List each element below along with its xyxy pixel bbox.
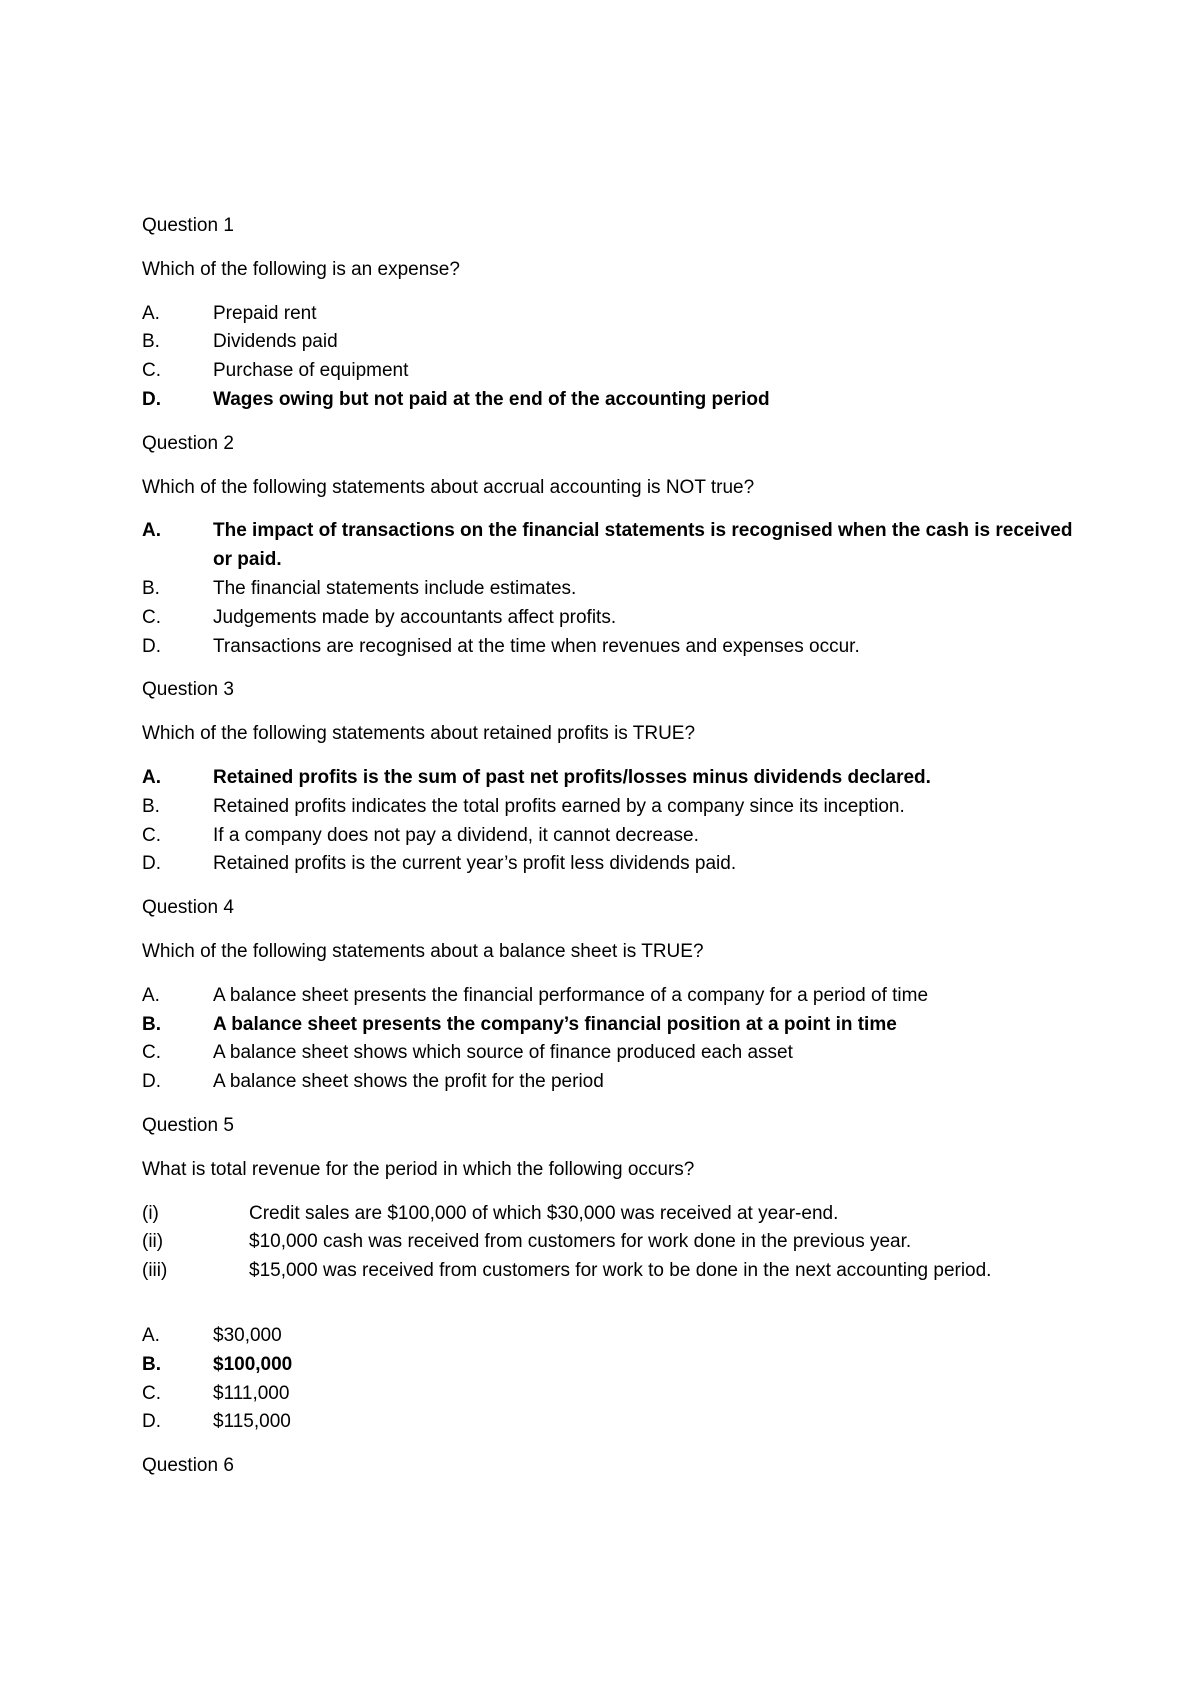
condition-list xyxy=(142,1200,1102,1286)
condition-label: (i) xyxy=(142,1202,159,1224)
option-letter: C. xyxy=(142,1382,161,1404)
option-letter: D. xyxy=(142,1411,161,1433)
question-text: Which of the following statements about retained profits is TRUE? xyxy=(142,723,696,745)
option-list xyxy=(142,300,1102,415)
answer-option xyxy=(142,850,1102,879)
option-text: Retained profits is the current year’s profit less dividends paid. xyxy=(213,853,737,875)
option-letter: D. xyxy=(142,388,161,410)
option-letter: B. xyxy=(142,577,160,599)
option-letter: C. xyxy=(142,360,161,382)
option-text: Wages owing but not paid at the end of the accounting period xyxy=(213,388,770,410)
option-list xyxy=(142,1322,1102,1437)
option-text: $115,000 xyxy=(213,1411,291,1433)
option-letter: A. xyxy=(142,302,160,324)
answer-option xyxy=(142,633,1102,662)
option-letter: C. xyxy=(142,606,161,628)
option-text: Retained profits is the sum of past net profits/losses minus dividends declared. xyxy=(213,766,931,788)
condition-item xyxy=(142,1257,1102,1286)
option-list xyxy=(142,764,1102,879)
question-text: What is total revenue for the period in which the following occurs? xyxy=(142,1158,695,1180)
option-letter: C. xyxy=(142,824,161,846)
option-letter: C. xyxy=(142,1042,161,1064)
answer-option-correct xyxy=(142,1011,1102,1040)
option-letter: D. xyxy=(142,853,161,875)
answer-option xyxy=(142,822,1102,851)
condition-text: $10,000 cash was received from customers for work done in the previous year. xyxy=(249,1231,912,1253)
answer-option-correct xyxy=(142,517,1102,575)
option-letter: B. xyxy=(142,331,160,353)
option-text: If a company does not pay a dividend, it cannot decrease. xyxy=(213,824,699,846)
option-text: The impact of transactions on the financial statements is recognised when the cash is received or paid. xyxy=(213,520,1073,571)
condition-item xyxy=(142,1228,1102,1257)
quiz-document xyxy=(142,212,1102,1496)
answer-option xyxy=(142,1408,1102,1437)
question-3 xyxy=(142,676,1102,879)
option-text: $100,000 xyxy=(213,1353,293,1375)
question-text: Which of the following statements about a balance sheet is TRUE? xyxy=(142,940,704,962)
option-letter: D. xyxy=(142,635,161,657)
condition-text: $15,000 was received from customers for work to be done in the next accounting period. xyxy=(249,1260,992,1282)
option-letter: A. xyxy=(142,520,161,542)
question-2 xyxy=(142,430,1102,662)
option-text: A balance sheet shows the profit for the period xyxy=(213,1071,604,1093)
question-4 xyxy=(142,894,1102,1097)
option-text: A balance sheet shows which source of finance produced each asset xyxy=(213,1042,793,1064)
option-text: Prepaid rent xyxy=(213,302,317,324)
answer-option xyxy=(142,1039,1102,1068)
option-list xyxy=(142,517,1102,661)
answer-option xyxy=(142,357,1102,386)
question-text: Which of the following statements about accrual accounting is NOT true? xyxy=(142,476,755,498)
answer-option xyxy=(142,604,1102,633)
option-letter: B. xyxy=(142,795,160,817)
question-6 xyxy=(142,1452,1102,1481)
answer-option xyxy=(142,1380,1102,1409)
answer-option xyxy=(142,328,1102,357)
answer-option xyxy=(142,1322,1102,1351)
question-title: Question 2 xyxy=(142,432,234,454)
option-letter: A. xyxy=(142,984,160,1006)
option-text: A balance sheet presents the financial performance of a company for a period of time xyxy=(213,984,929,1006)
answer-option xyxy=(142,982,1102,1011)
option-letter: D. xyxy=(142,1071,161,1093)
question-text: Which of the following is an expense? xyxy=(142,258,460,280)
option-letter: B. xyxy=(142,1353,161,1375)
answer-option xyxy=(142,793,1102,822)
option-text: Retained profits indicates the total profits earned by a company since its inception. xyxy=(213,795,905,817)
option-text: Dividends paid xyxy=(213,331,338,353)
answer-option-correct xyxy=(142,386,1102,415)
question-5 xyxy=(142,1112,1102,1437)
option-text: Purchase of equipment xyxy=(213,360,409,382)
option-text: $30,000 xyxy=(213,1324,282,1346)
option-text: $111,000 xyxy=(213,1382,290,1404)
answer-option-correct xyxy=(142,1351,1102,1380)
condition-label: (iii) xyxy=(142,1260,168,1282)
question-title: Question 3 xyxy=(142,679,234,701)
answer-option xyxy=(142,1068,1102,1097)
option-list xyxy=(142,982,1102,1097)
option-letter: A. xyxy=(142,1324,160,1346)
answer-option xyxy=(142,575,1102,604)
option-letter: B. xyxy=(142,1013,161,1035)
option-text: Judgements made by accountants affect profits. xyxy=(213,606,617,628)
option-text: A balance sheet presents the company’s financial position at a point in time xyxy=(213,1013,897,1035)
answer-option xyxy=(142,300,1102,329)
question-title: Question 4 xyxy=(142,897,234,919)
question-title: Question 6 xyxy=(142,1455,234,1477)
option-letter: A. xyxy=(142,766,161,788)
option-text: The financial statements include estimates. xyxy=(213,577,577,599)
option-text: Transactions are recognised at the time when revenues and expenses occur. xyxy=(213,635,860,657)
condition-text: Credit sales are $100,000 of which $30,000 was received at year-end. xyxy=(249,1202,839,1224)
question-1 xyxy=(142,212,1102,415)
question-title: Question 5 xyxy=(142,1114,234,1136)
condition-label: (ii) xyxy=(142,1231,164,1253)
condition-item xyxy=(142,1200,1102,1229)
answer-option-correct xyxy=(142,764,1102,793)
question-title: Question 1 xyxy=(142,215,234,236)
